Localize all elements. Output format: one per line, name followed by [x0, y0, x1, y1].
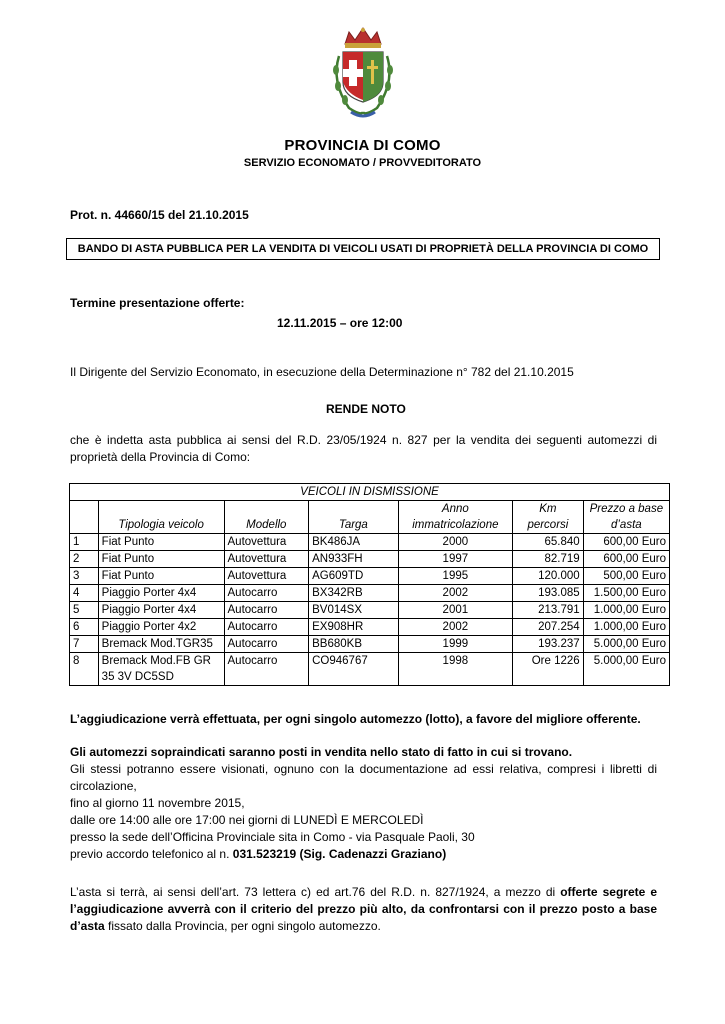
table-row — [70, 551, 670, 568]
row-modello: Autocarro — [224, 602, 309, 619]
table-row — [70, 585, 670, 602]
header-modello: Modello — [246, 519, 287, 531]
deadline-value: 12.11.2015 – ore 12:00 — [277, 316, 403, 330]
visione-line-6 — [70, 846, 657, 863]
visione-bold-line: Gli automezzi sopraindicati saranno posti in vendita nello stato di fatto in cui si trovano. — [70, 745, 573, 759]
row-km: Ore 1226 — [513, 653, 584, 686]
row-number: 4 — [70, 585, 99, 602]
row-prezzo: 1.000,00 Euro — [583, 602, 669, 619]
table-row — [70, 636, 670, 653]
row-modello: Autovettura — [224, 568, 309, 585]
row-tipologia: Piaggio Porter 4x4 — [98, 602, 224, 619]
table-caption: VEICOLI IN DISMISSIONE — [70, 484, 670, 501]
row-modello: Autocarro — [224, 653, 309, 686]
phone-prefix: previo accordo telefonico al n. — [70, 847, 233, 861]
row-modello: Autocarro — [224, 585, 309, 602]
bando-title: BANDO DI ASTA PUBBLICA PER LA VENDITA DI VEICOLI USATI DI PROPRIETÀ DELLA PROVINCIA DI COMO — [66, 238, 660, 260]
row-number: 8 — [70, 653, 99, 686]
visione-line-4: dalle ore 14:00 alle ore 17:00 nei giorni di LUNEDÌ E MERCOLEDÌ — [70, 813, 424, 827]
row-prezzo: 600,00 Euro — [583, 551, 669, 568]
row-modello: Autovettura — [224, 534, 309, 551]
row-anno: 2000 — [398, 534, 513, 551]
page-title: PROVINCIA DI COMO — [284, 137, 441, 154]
row-tipologia: Fiat Punto — [98, 568, 224, 585]
header-prezzo-2: d’asta — [610, 519, 642, 531]
row-anno: 2002 — [398, 585, 513, 602]
aggiudicazione-text: L’aggiudicazione verrà effettuata, per ogni singolo automezzo (lotto), a favore del migliore offerente. — [70, 712, 641, 726]
row-targa: BK486JA — [309, 534, 398, 551]
row-prezzo: 1.000,00 Euro — [583, 619, 669, 636]
protocol-number: Prot. n. 44660/15 del 21.10.2015 — [70, 208, 249, 222]
header-km-2: percorsi — [527, 519, 569, 531]
row-anno: 2002 — [398, 619, 513, 636]
header-prezzo-1: Prezzo a base — [589, 503, 664, 515]
row-number: 5 — [70, 602, 99, 619]
row-number: 6 — [70, 619, 99, 636]
table-row — [70, 602, 670, 619]
table-row — [70, 568, 670, 585]
table-row — [70, 653, 670, 686]
row-km: 193.085 — [513, 585, 584, 602]
row-targa: AG609TD — [309, 568, 398, 585]
asta-paragraph — [70, 884, 657, 935]
indetta-paragraph: che è indetta asta pubblica ai sensi del R.D. 23/05/1924 n. 827 per la vendita dei seguenti automezzi di proprietà della Provincia di Como: — [70, 433, 657, 464]
row-anno: 2001 — [398, 602, 513, 619]
row-tipologia: Fiat Punto — [98, 534, 224, 551]
row-number: 7 — [70, 636, 99, 653]
intro-text: Il Dirigente del Servizio Economato, in esecuzione della Determinazione n° 782 del 21.10.2015 — [70, 365, 574, 379]
header-anno-2: immatricolazione — [412, 519, 499, 531]
row-targa: BX342RB — [309, 585, 398, 602]
row-targa: AN933FH — [309, 551, 398, 568]
row-km: 120.000 — [513, 568, 584, 585]
row-anno: 1999 — [398, 636, 513, 653]
asta-part-3: fissato dalla Provincia, per ogni singolo automezzo. — [104, 919, 381, 933]
row-prezzo: 500,00 Euro — [583, 568, 669, 585]
row-km: 82.719 — [513, 551, 584, 568]
visione-line-2: Gli stessi potranno essere visionati, ognuno con la documentazione ad essi relativa, compresi i libretti di circolazione, — [70, 762, 657, 793]
row-tipologia: Fiat Punto — [98, 551, 224, 568]
row-number: 2 — [70, 551, 99, 568]
row-km: 65.840 — [513, 534, 584, 551]
vehicles-table — [69, 483, 670, 686]
row-anno: 1998 — [398, 653, 513, 686]
visione-block — [70, 744, 657, 863]
row-targa: CO946767 — [309, 653, 398, 686]
rende-noto-heading: RENDE NOTO — [326, 402, 406, 416]
row-tipologia: Piaggio Porter 4x2 — [98, 619, 224, 636]
header-anno-1: Anno — [441, 503, 469, 515]
row-modello: Autocarro — [224, 619, 309, 636]
row-tipologia: Piaggio Porter 4x4 — [98, 585, 224, 602]
row-tipologia: Bremack Mod.FB GR 35 3V DC5SD — [98, 653, 224, 686]
asta-part-2: offerte segrete e l’aggiudicazione avverrà con il criterio del prezzo più alto, da confrontarsi con il prezzo posto a base d’asta — [70, 885, 657, 933]
row-modello: Autovettura — [224, 551, 309, 568]
row-km: 213.791 — [513, 602, 584, 619]
row-targa: BB680KB — [309, 636, 398, 653]
table-row — [70, 534, 670, 551]
row-prezzo: 600,00 Euro — [583, 534, 669, 551]
row-km: 207.254 — [513, 619, 584, 636]
row-prezzo: 5.000,00 Euro — [583, 636, 669, 653]
coat-of-arms-icon — [325, 22, 401, 122]
row-targa: BV014SX — [309, 602, 398, 619]
row-modello: Autocarro — [224, 636, 309, 653]
asta-part-1: L’asta si terrà, ai sensi dell’art. 73 lettera c) ed art.76 del R.D. n. 827/1924, a mezzo di — [70, 885, 561, 899]
row-prezzo: 5.000,00 Euro — [583, 653, 669, 686]
deadline-label: Termine presentazione offerte: — [70, 296, 245, 310]
row-prezzo: 1.500,00 Euro — [583, 585, 669, 602]
row-km: 193.237 — [513, 636, 584, 653]
phone-contact: 031.523219 (Sig. Cadenazzi Graziano) — [232, 847, 447, 861]
row-anno: 1997 — [398, 551, 513, 568]
visione-line-3: fino al giorno 11 novembre 2015, — [70, 796, 245, 810]
row-number: 1 — [70, 534, 99, 551]
table-header-row — [70, 501, 670, 534]
header-targa: Targa — [338, 519, 368, 531]
row-tipologia: Bremack Mod.TGR35 — [98, 636, 224, 653]
table-row — [70, 619, 670, 636]
row-number: 3 — [70, 568, 99, 585]
page-subtitle: SERVIZIO ECONOMATO / PROVVEDITORATO — [243, 157, 482, 169]
header-km-1: Km — [539, 503, 557, 515]
row-anno: 1995 — [398, 568, 513, 585]
header-tipologia: Tipologia veicolo — [118, 519, 204, 531]
visione-line-5: presso la sede dell’Officina Provinciale sita in Como - via Pasquale Paoli, 30 — [70, 830, 475, 844]
row-targa: EX908HR — [309, 619, 398, 636]
